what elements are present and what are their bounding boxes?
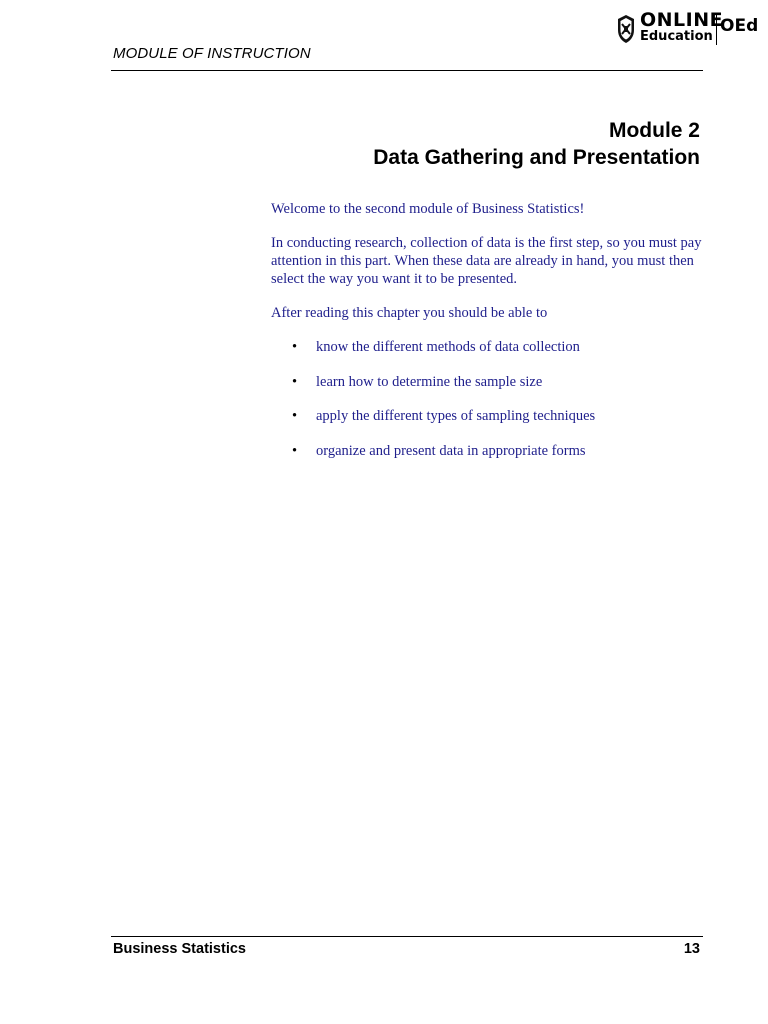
- objective-text: learn how to determine the sample size: [316, 373, 543, 390]
- list-item: [271, 442, 711, 460]
- online-education-logo: [616, 10, 764, 48]
- shield-crest-icon: [616, 14, 636, 44]
- header-rule: [111, 70, 703, 71]
- list-item: [271, 373, 711, 391]
- logo-word-online: ONLINE: [640, 9, 724, 31]
- footer-rule: [111, 936, 703, 937]
- objective-text: apply the different types of sampling techniques: [316, 408, 596, 424]
- logo-divider: [716, 13, 717, 45]
- logo-word-education: Education: [640, 29, 713, 44]
- footer-course-title: Business Statistics: [113, 941, 246, 957]
- bullet-icon: •: [292, 339, 298, 355]
- bullet-icon: •: [292, 408, 298, 424]
- bullet-icon: •: [292, 442, 298, 459]
- module-number: Module 2: [608, 119, 700, 142]
- objectives-lead: After reading this chapter you should be able to: [271, 305, 548, 321]
- module-name: Data Gathering and Presentation: [373, 146, 700, 169]
- bullet-icon: •: [292, 373, 298, 390]
- list-item: [271, 338, 711, 356]
- page-number: 13: [683, 941, 700, 957]
- list-item: [271, 407, 711, 425]
- objective-text: organize and present data in appropriate forms: [316, 442, 586, 459]
- welcome-paragraph: Welcome to the second module of Business Statistics!: [271, 201, 585, 217]
- objective-text: know the different methods of data collection: [316, 339, 580, 355]
- module-title: [373, 117, 700, 171]
- logo-abbreviation: OEd: [720, 16, 759, 36]
- header-label: MODULE OF INSTRUCTION: [113, 45, 311, 62]
- objectives-list: [271, 338, 711, 460]
- module-intro: [271, 200, 711, 476]
- research-paragraph: In conducting research, collection of data is the first step, so you must pay attention in this part. When these data are already in hand, you must then select the way you want it to be presented.: [271, 235, 702, 287]
